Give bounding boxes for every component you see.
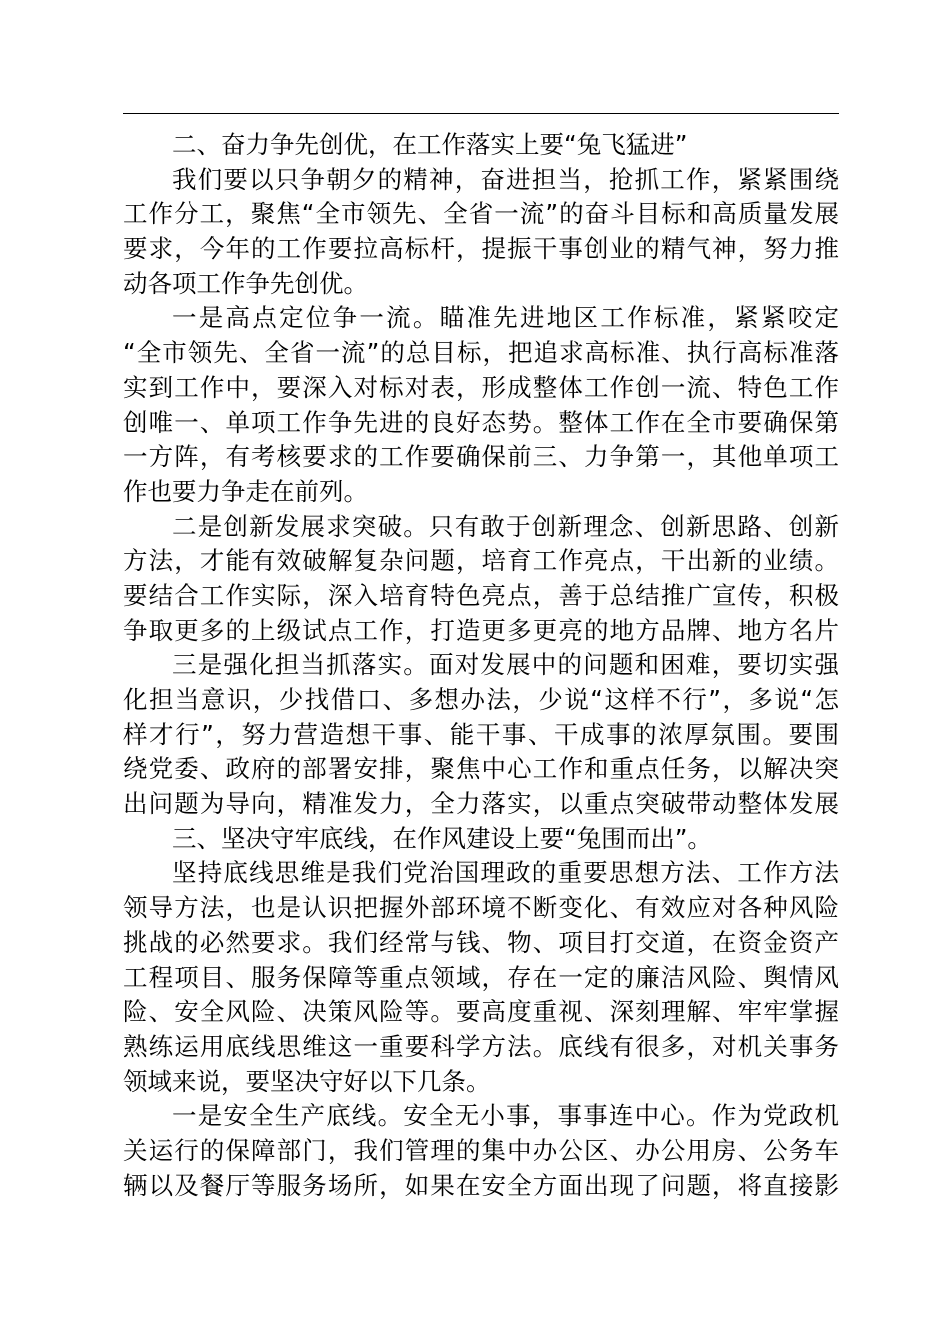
paragraph-line: 方法，才能有效破解复杂问题，培育工作亮点，干出新的业绩。 [123, 546, 839, 576]
paragraph-line: 工作分工，聚焦“全市领先、全省一流”的奋斗目标和高质量发展 [123, 199, 839, 229]
document-body [123, 128, 839, 1203]
paragraph-line: 绕党委、政府的部署安排，聚焦中心工作和重点任务，以解决突 [123, 754, 839, 784]
paragraph-line: 关运行的保障部门，我们管理的集中办公区、办公用房、公务车 [123, 1135, 839, 1165]
section-heading-3 [123, 822, 839, 857]
paragraph-line: 坚持底线思维是我们党治国理政的重要思想方法、工作方法 [172, 858, 839, 888]
header-rule [123, 113, 839, 114]
paragraph-line: 实到工作中，要深入对标对表，形成整体工作创一流、特色工作 [123, 372, 839, 402]
paragraph-line: 一是安全生产底线。安全无小事，事事连中心。作为党政机 [172, 1101, 839, 1131]
paragraph-line: “全市领先、全省一流”的总目标，把追求高标准、执行高标准落 [123, 338, 839, 368]
paragraph-line: 挑战的必然要求。我们经常与钱、物、项目打交道，在资金资产 [123, 927, 839, 957]
paragraph-line: 辆以及餐厅等服务场所，如果在安全方面出现了问题，将直接影 [123, 1170, 839, 1200]
paragraph-line: 创唯一、单项工作争先进的良好态势。整体工作在全市要确保第 [123, 407, 839, 437]
paragraph-2-intro [123, 163, 839, 302]
paragraph-line: 三是强化担当抓落实。面对发展中的问题和困难，要切实强 [172, 650, 839, 680]
paragraph-line: 险、安全风险、决策风险等。要高度重视、深刻理解、牢牢掌握 [123, 997, 839, 1027]
paragraph-3-1 [123, 1099, 839, 1203]
paragraph-line: 化担当意识，少找借口、多想办法，少说“这样不行”，多说“怎 [123, 685, 839, 714]
paragraph-line: 领导方法，也是认识把握外部环境不断变化、有效应对各种风险 [123, 893, 839, 923]
paragraph-line: 熟练运用底线思维这一重要科学方法。底线有很多，对机关事务 [123, 1031, 839, 1061]
paragraph-2-3 [123, 648, 839, 821]
paragraph-3-intro [123, 856, 839, 1099]
heading-line: 二、奋力争先创优，在工作落实上要“兔飞猛进” [172, 130, 688, 159]
paragraph-line: 争取更多的上级试点工作，打造更多更亮的地方品牌、地方名片 [123, 615, 839, 645]
paragraph-2-1 [123, 301, 839, 509]
section-heading-2 [123, 128, 839, 163]
paragraph-line: 我们要以只争朝夕的精神，奋进担当，抢抓工作，紧紧围绕 [172, 164, 839, 194]
paragraph-line: 一是高点定位争一流。瞄准先进地区工作标准，紧紧咬定 [172, 303, 839, 333]
paragraph-line: 二是创新发展求突破。只有敢于创新理念、创新思路、创新 [172, 511, 839, 541]
heading-line: 三、坚决守牢底线，在作风建设上要“兔围而出”。 [172, 823, 712, 853]
paragraph-line: 要求，今年的工作要拉高标杆，提振干事创业的精气神，努力推 [123, 234, 839, 264]
paragraph-line: 一方阵，有考核要求的工作要确保前三、力争第一，其他单项工 [123, 442, 839, 472]
paragraph-2-2 [123, 510, 839, 649]
paragraph-line: 工程项目、服务保障等重点领域，存在一定的廉洁风险、舆情风 [123, 962, 839, 992]
paragraph-line: 要结合工作实际，深入培育特色亮点，善于总结推广宣传，积极 [123, 580, 839, 610]
paragraph-line: 作也要力争走在前列。 [123, 476, 368, 506]
paragraph-line: 动各项工作争先创优。 [123, 268, 368, 298]
paragraph-line: 样才行”，努力营造想干事、能干事、干成事的浓厚氛围。要围 [123, 719, 839, 749]
paragraph-line: 出问题为导向，精准发力，全力落实，以重点突破带动整体发展 [123, 789, 839, 819]
paragraph-line: 领域来说，要坚决守好以下几条。 [123, 1066, 491, 1096]
